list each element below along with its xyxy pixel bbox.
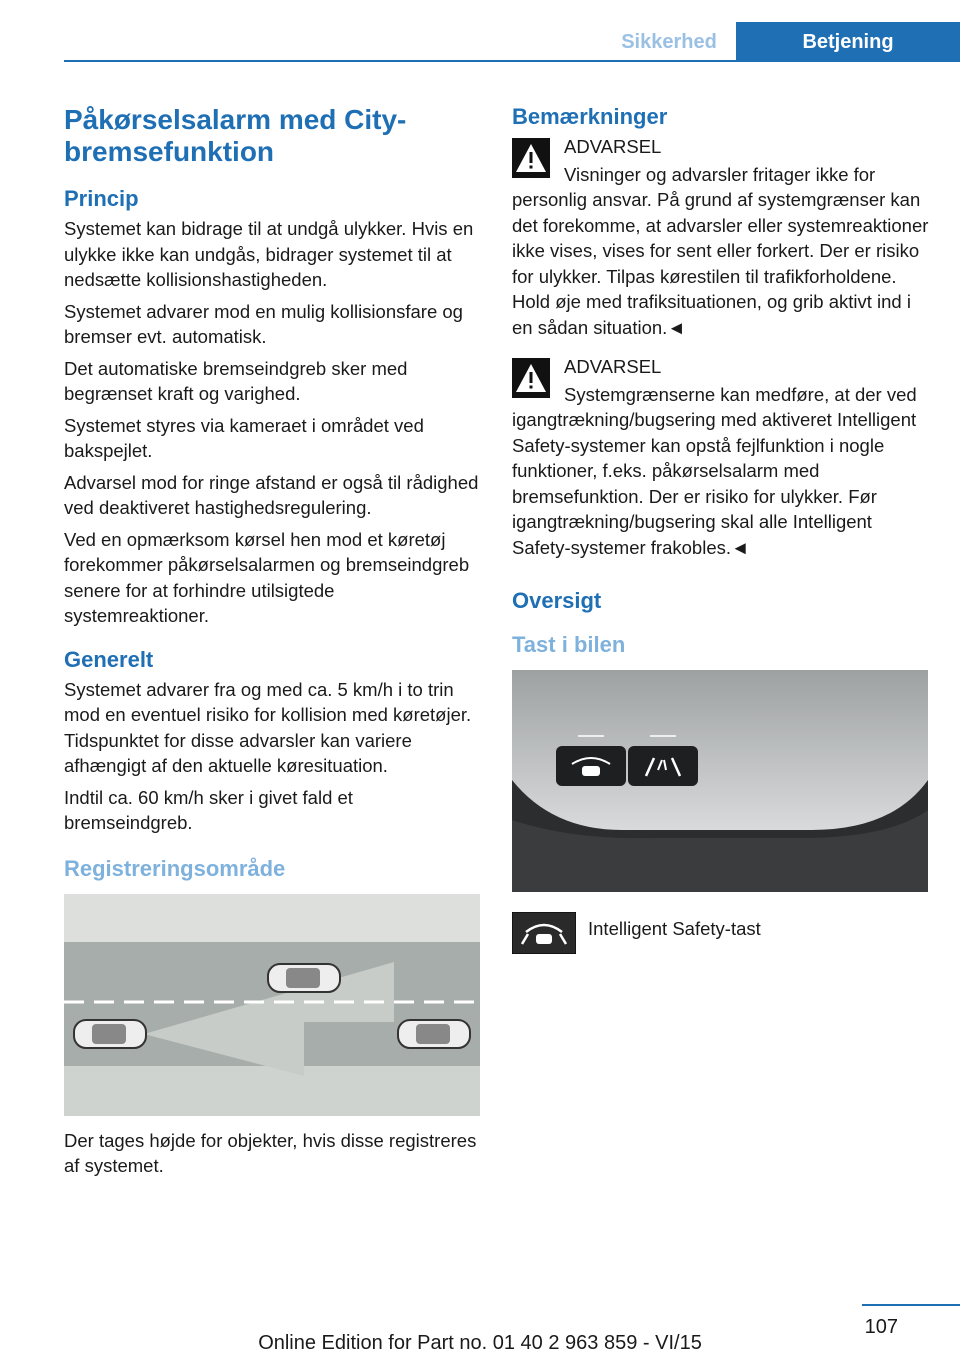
warning-icon — [512, 358, 550, 398]
car-icon — [74, 1020, 146, 1048]
warning-block — [512, 134, 932, 340]
general-heading: Generelt — [64, 646, 154, 672]
principle-paragraph: Det automatiske bremseindgreb sker med begrænset kraft og varighed. — [64, 357, 408, 404]
warning-block — [512, 354, 932, 560]
principle-paragraph: Ved en opmærksom kørsel hen mod et køretøj forekommer påkørselsalarmen og bremseindgreb senere for at forhindre utilsigtede systemreaktioner. — [64, 528, 470, 626]
notes-heading: Bemærkninger — [512, 104, 668, 129]
detection-caption: Der tages højde for objekter, hvis disse registreres af systemet. — [64, 1129, 477, 1176]
detection-area-illustration — [64, 894, 480, 1116]
footer-rule — [862, 1304, 960, 1306]
legend-label: Intelligent Safety-tast — [588, 918, 761, 939]
car-icon — [398, 1020, 470, 1048]
principle-paragraph: Systemet kan bidrage til at undgå ulykker. Hvis en ulykke ikke kan undgås, bidrager systemet til at nedsætte kollisionshastigheden. — [64, 218, 474, 290]
general-paragraph: Indtil ca. 60 km/h sker i givet fald et bremseindgreb. — [64, 786, 353, 833]
car-icon — [268, 964, 340, 992]
left-column — [64, 100, 480, 1185]
principle-paragraph: Systemet advarer mod en mulig kollisionsfare og bremser evt. automatisk. — [64, 300, 463, 347]
right-column — [512, 100, 932, 954]
header-rule — [64, 60, 960, 62]
car-button-photo — [512, 670, 928, 892]
general-paragraph: Systemet advarer fra og med ca. 5 km/h i to trin mod en eventuel risiko for kollision med køretøjer. Tidspunktet for disse advarsler kan variere afhængigt af den aktuelle køresituation. — [64, 678, 472, 776]
lane-assist-button — [628, 746, 698, 786]
principle-heading: Princip — [64, 186, 139, 211]
warning-title: ADVARSEL — [564, 356, 662, 377]
principle-paragraph: Advarsel mod for ringe afstand er også til rådighed ved deaktiveret hastighedsregulering. — [64, 471, 479, 518]
principle-paragraph: Systemet styres via kameraet i området ved bakspejlet. — [64, 414, 424, 461]
page-title: Påkørselsalarm med City- bremsefunktion — [64, 104, 407, 167]
button-heading: Tast i bilen — [512, 632, 626, 657]
tab-sikkerhed[interactable]: Sikkerhed — [621, 31, 717, 53]
intelligent-safety-icon — [512, 912, 576, 954]
page-number: 107 — [864, 1316, 898, 1338]
tab-betjening[interactable]: Betjening — [736, 22, 960, 62]
intelligent-safety-button — [556, 746, 626, 786]
warning-text: Visninger og advarsler fritager ikke for personlig ansvar. På grund af systemgrænser kan det forekomme, at advarsler eller systemreaktioner ikke vises, vises for sent eller forkert. Der er risiko for ulykker. Tilpas kørestilen til trafikforholdene. Hold øje med trafiksituationen, og grib aktivt ind i en sådan situation.◄ — [512, 163, 929, 338]
overview-heading: Oversigt — [512, 588, 602, 613]
warning-text: Systemgrænserne kan medføre, at der ved igangtrækning/bugsering med aktiveret Intelligent Safety-systemer kan opstå fejlfunktion i nogle funktioner, f.eks. påkørselsalarm med bremsefunktion. Der er risiko for ulykker. Før igangtrækning/bugsering skal alle Intelligent Safety-systemer frakobles.◄ — [512, 383, 917, 558]
edition-text: Online Edition for Part no. 01 40 2 963 859 - VI/15 — [258, 1332, 702, 1354]
warning-icon — [512, 138, 550, 178]
warning-title: ADVARSEL — [564, 136, 662, 157]
detection-heading: Registreringsområde — [64, 855, 286, 881]
button-legend — [512, 912, 932, 954]
